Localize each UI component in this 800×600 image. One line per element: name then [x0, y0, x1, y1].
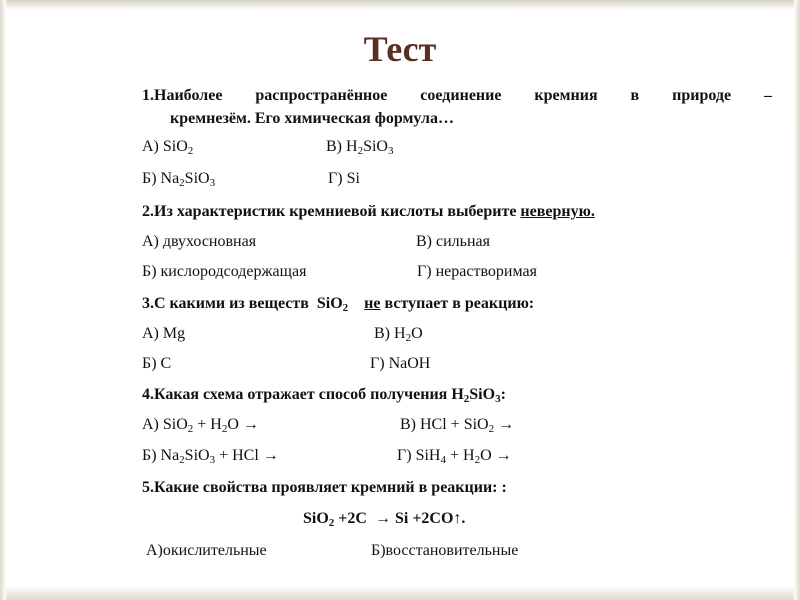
q1-option-b: В) $H_2SiO_3$: [326, 138, 394, 157]
q2-option-a: А) двухосновная: [142, 233, 257, 250]
slide-right-border: [794, 0, 800, 600]
question-3-tail: вступает в реакцию:: [384, 295, 535, 312]
q5-equation: SiO$_2$ +2C → Si +2CO↑.: [303, 510, 466, 529]
slide-left-border: [0, 0, 6, 600]
slide-title: Тест: [363, 29, 437, 69]
q3-option-c: Б) C: [142, 355, 172, 372]
q1-option-c: Б) $Na_2SiO_3$: [142, 170, 216, 189]
q3-option-d: Г) NaOH: [370, 355, 431, 372]
q4-option-c: Б) $Na_2SiO_3$ + HCl →: [142, 447, 279, 466]
q4-option-a: А) $SiO_2 + H_2O$ →: [142, 416, 259, 435]
question-2-text: 2.Из характеристик кремниевой кислоты выберите: [142, 203, 517, 220]
question-2: [142, 202, 595, 222]
q5-option-a: А)окислительные: [146, 542, 267, 559]
slide-bottom-border: [0, 585, 800, 600]
question-4: 4.Какая схема отражает способ получения $H_2SiO_3$:: [142, 386, 506, 405]
q1-option-a: А) SiO$_2$: [142, 138, 194, 157]
q2-option-d: Г) нерастворимая: [417, 263, 537, 280]
q3-option-a: А) Mg: [142, 325, 186, 342]
q2-option-b: В) сильная: [416, 233, 490, 250]
slide-top-border: [0, 0, 800, 10]
q1-option-d: Г) Si: [328, 170, 360, 187]
question-1-line-2: кремнезём. Его химическая формула…: [170, 110, 454, 127]
question-2-emphasis: неверную.: [520, 203, 595, 220]
question-3: 3.С какими из веществ SiO$_2$ не вступает в реакцию:: [142, 295, 535, 314]
question-1-line-1: 1.Наиболее распространённое соединение кремния в природе –: [142, 87, 772, 104]
q4-option-d: Г) $SiH_4 + H_2O$ →: [397, 447, 512, 466]
question-5: 5.Какие свойства проявляет кремний в реакции: :: [142, 479, 507, 496]
q3-option-b: В) $H_2O$: [374, 325, 423, 344]
q4-option-b: В) HCl + SiO$_2$ →: [400, 416, 515, 435]
question-3-emphasis: не: [364, 295, 381, 312]
q2-option-c: Б) кислородсодержащая: [142, 263, 307, 280]
q5-option-b: Б)восстановительные: [371, 542, 519, 559]
